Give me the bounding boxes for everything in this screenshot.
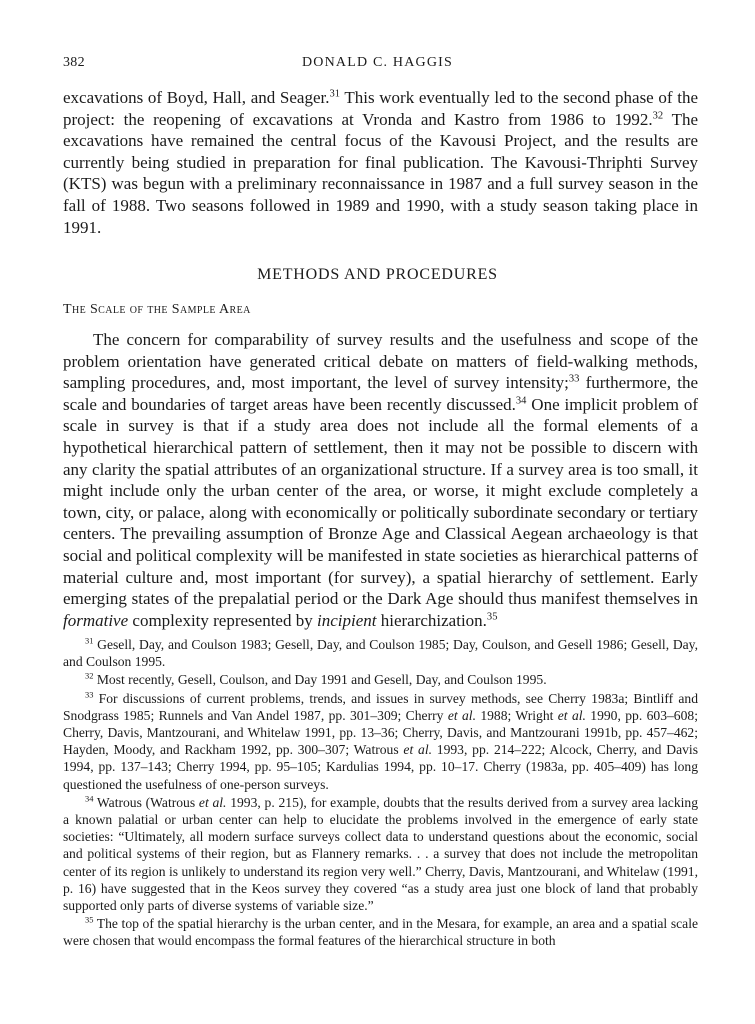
subsection-title: The Scale of the Sample Area (63, 302, 251, 317)
footnote-35: $^{35}$ The top of the spatial hierarchy is the urban center, and in the Mesara, for example, an area and a spatial scale were chosen that would encompass the formal features of the hierarchical structure in both (63, 914, 698, 949)
footnote-number: 35 (85, 914, 94, 925)
footnote-33: $^{33}$ For discussions of current problems, trends, and issues in survey methods, see Cherry 1983a; Bintliff and Snodgrass 1985; Runnels and Van Andel 1987, pp. 301–309; Cherry et al. 1988; Wright et al. 1990, pp. 603–608; Cherry, Davis, Mantzourani, and Whitelaw 1991, pp. 13–36; Cherry, Davis, and Mantzourani 1991b, pp. 457–462; Hayden, Moody, and Rackham 1992, pp. 300–307; Watrous et al. 1993, pp. 214–222; Alcock, Cherry, and Davis 1994, pp. 137–143; Cherry 1994, pp. 95–105; Kardulias 1994, pp. 10–17. Cherry (1983a, pp. 405–409) has long questioned the usefulness of one-person surveys. (63, 689, 698, 792)
page-header (0, 55, 755, 75)
intro-paragraph: excavations of Boyd, Hall, and Seager.$^{31}$ This work eventually led to the second phase of the project: the reopening of excavations at Vronda and Kastro from 1986 to 1992.32 The excavations have remained the central focus of the Kavousi Project, and the results are currently being studied in preparation for final publication. The Kavousi-Thriphti Survey (KTS) was begun with a preliminary reconnaissance in 1987 and a full survey season in the fall of 1988. Two seasons followed in 1989 and 1990, with a study season taking place in 1991. (63, 88, 698, 237)
footnote-31: $^{31}$ Gesell, Day, and Coulson 1983; Gesell, Day, and Coulson 1985; Day, Coulson, and Gesell 1986; Gesell, Day, and Coulson 1995. (63, 635, 698, 670)
footnote-number: 32 (85, 670, 94, 681)
footnote-ref-34: 34 (515, 395, 527, 407)
footnote-ref-33: 33 (568, 373, 580, 385)
footnote-number: 31 (85, 635, 94, 646)
footnote-ref-35: 35 (486, 611, 498, 623)
footnote-32: $^{32}$ Most recently, Gesell, Coulson, and Day 1991 and Gesell, Day, and Coulson 1995. (85, 670, 547, 688)
main-paragraph: The concern for comparability of survey results and the usefulness and scope of the problem orientation have generated critical debate on matters of field-walking methods, sampling procedures, and, most important, the level of survey intensity;$^{33}$ furthermore, the scale and boundaries of target areas have been recently discussed.$^{34}$ One implicit problem of scale in survey is that if a study area does not include all the formal elements of a hypothetical hierarchical pattern of settlement, then it may not be possible to discern with any clarity the spatial attributes of an organizational structure. If a survey area is too small, it might include only the urban center of the area, or worse, it might exclude completely a town, city, or palace, along with economically or politically subordinate secondary or tertiary centers. The prevailing assumption of Bronze Age and Classical Aegean archaeology is that social and political complexity will be manifested in state societies as hierarchical patterns of material culture and, most important (for survey), a spatial hierarchy of settlement. Early emerging states of the prepalatial period or the Dark Age should thus manifest themselves in formative complexity represented by incipient hierarchization.$^{35}$ (63, 330, 698, 630)
footnote-ref-32: 32 (652, 109, 664, 121)
footnote-34: $^{34}$ Watrous (Watrous et al. 1993, p. 215), for example, doubts that the results derived from a survey area lacking a known palatial or urban center can help to elucidate the problems involved in the emergence of early state societies: “Ultimately, all modern surface surveys collect data to understand questions about the economic, social and political systems of their region, but as Flannery remarks. . . a survey that does not include the metropolitan center of its region is unlikely to understand its region very well.” Cherry, Davis, Mantzourani, and Whitelaw (1991, p. 16) have suggested that in the Keos survey they covered “as a study area just one block of land that probably supported only parts of diverse systems of variable size.” (63, 793, 698, 914)
page-number: 382 (63, 55, 85, 70)
emphasis-formative: formative (63, 610, 129, 630)
running-head: DONALD C. HAGGIS (301, 55, 454, 70)
section-title: METHODS AND PROCEDURES (257, 266, 498, 283)
footnotes (63, 636, 698, 950)
footnote-ref-31: 31 (329, 88, 341, 100)
emphasis-incipient: incipient (316, 610, 377, 630)
footnote-number: 33 (85, 689, 94, 700)
footnote-number: 34 (85, 793, 94, 804)
